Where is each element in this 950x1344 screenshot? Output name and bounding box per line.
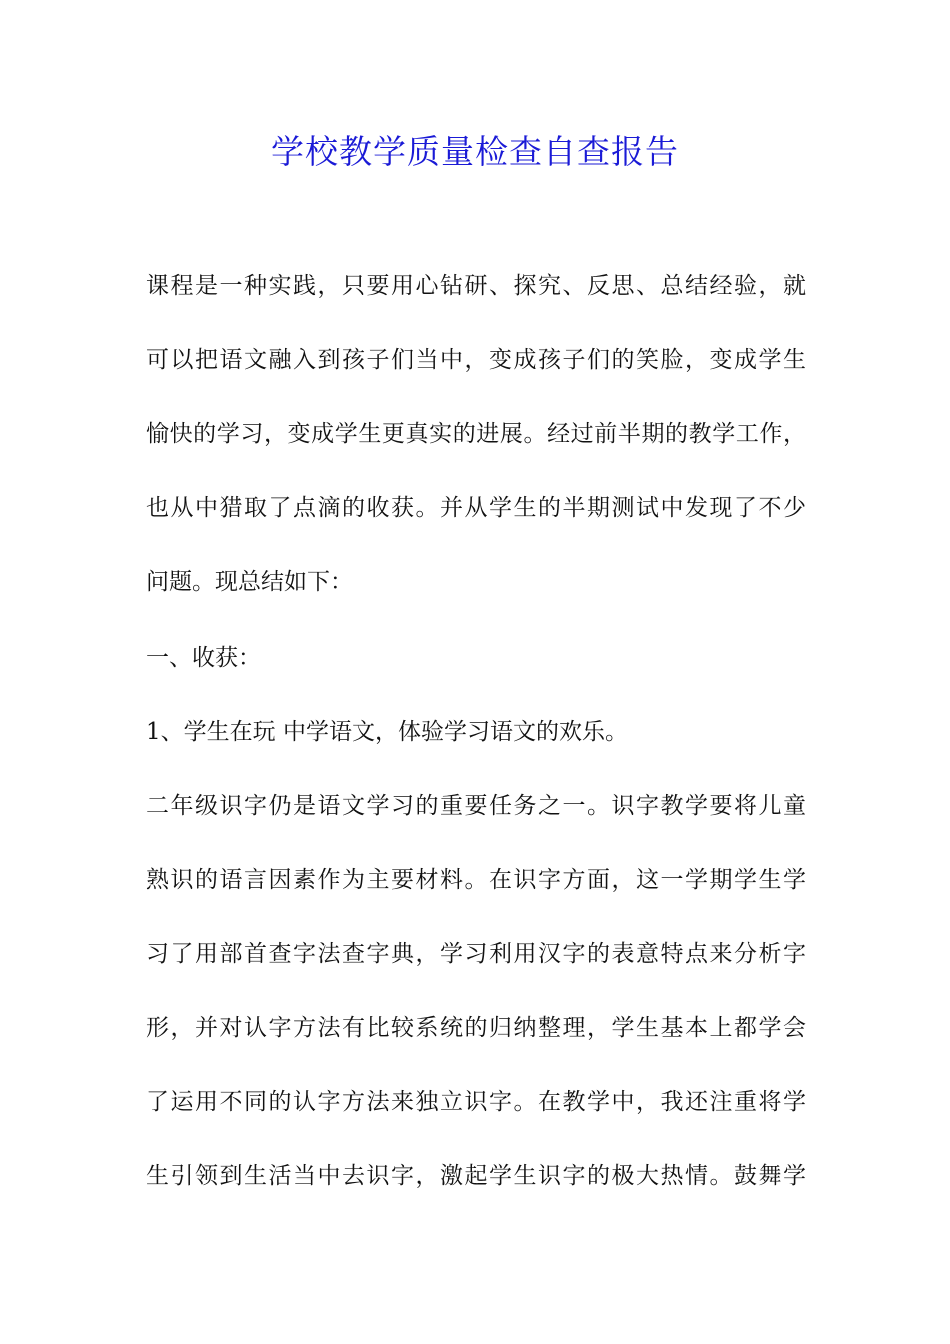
body-line-2: 可以把语文融入到孩子们当中，变成孩子们的笑脸，变成学生 (146, 347, 806, 373)
body-line-3: 愉快的学习，变成学生更真实的进展。经过前半期的教学工作， (146, 421, 806, 447)
section-heading-harvest: 一、收获： (146, 645, 261, 671)
body-line-10: 习了用部首查字法查字典，学习利用汉字的表意特点来分析字 (146, 941, 806, 967)
body-line-12: 了运用不同的认字方法来独立识字。在教学中，我还注重将学 (146, 1089, 806, 1115)
body-line-13: 生引领到生活当中去识字，激起学生识字的极大热情。鼓舞学 (146, 1163, 806, 1189)
body-line-4: 也从中猎取了点滴的收获。并从学生的半期测试中发现了不少 (146, 495, 806, 521)
subsection-heading-1: 1、学生在玩 中学语文，体验学习语文的欢乐。 (146, 719, 628, 745)
document-title: 学校教学质量检查自查报告 (271, 132, 679, 171)
body-line-8: 二年级识字仍是语文学习的重要任务之一。识字教学要将儿童 (146, 793, 806, 819)
body-line-5: 问题。现总结如下： (146, 569, 353, 595)
body-line-9: 熟识的语言因素作为主要材料。在识字方面，这一学期学生学 (146, 867, 806, 893)
body-line-1: 课程是一种实践，只要用心钻研、探究、反思、总结经验，就 (146, 273, 806, 299)
body-line-11: 形，并对认字方法有比较系统的归纳整理，学生基本上都学会 (146, 1015, 806, 1041)
